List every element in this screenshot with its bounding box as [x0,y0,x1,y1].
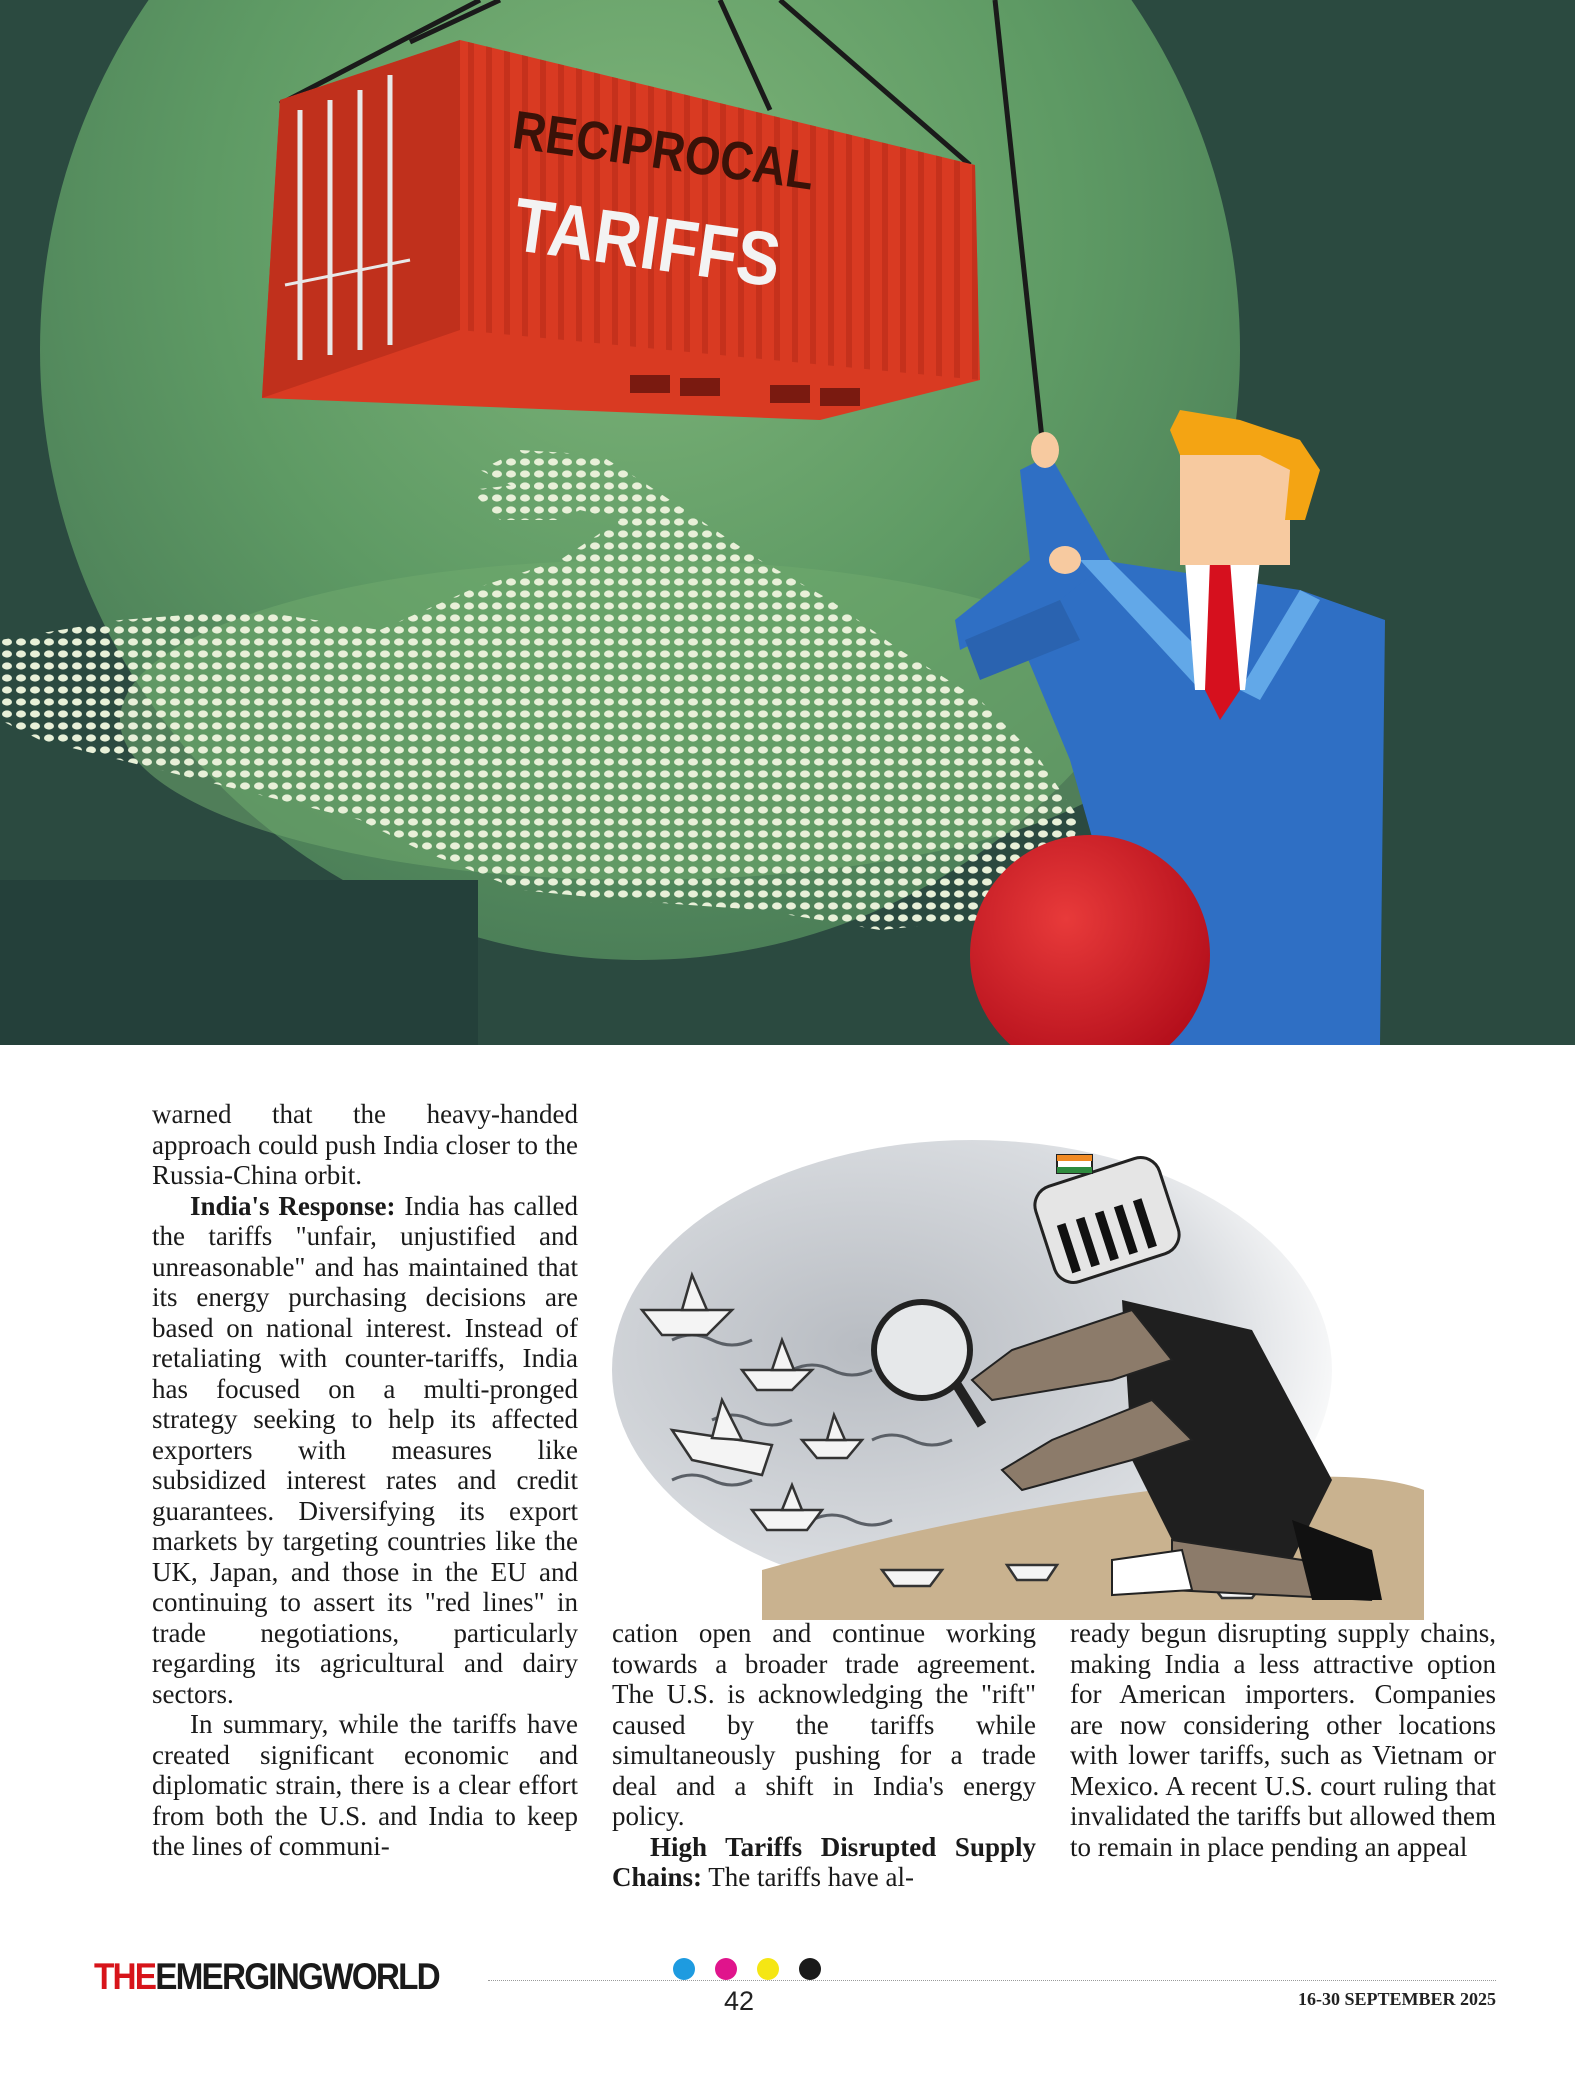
cyan-dot [673,1958,695,1980]
yellow-dot [757,1958,779,1980]
paper-boats-cartoon [612,1100,1424,1620]
subheading-india-response: India's Response: [190,1190,396,1221]
issue-date: 16-30 SEPTEMBER 2025 [1297,1989,1496,2009]
black-dot [799,1958,821,1980]
paragraph-text: The tariffs have al- [702,1862,914,1892]
article-column-3 [1070,1618,1496,1862]
page-number: 42 [724,1986,755,2016]
article-column-1 [152,1099,578,1862]
container-label-tariffs: TARIFFS [508,181,786,303]
paragraph-india-response [152,1191,578,1710]
paragraph-text: India has called the tariffs "unfair, unjustified and unreasonable" and has maintained that its energy purchasing decisions are based on national interest. Instead of retaliating with counter-tariffs, India has focused on a multi-pronged strategy seeking to help its affected exporters with measures like subsidized interest rates and credit guarantees. Diversifying its export markets by targeting countries like the UK, Japan, and those in the EU and continuing to assert its "red lines" in trade negotiations, particularly regarding its agricultural and dairy sectors. [152,1190,578,1709]
magenta-dot [715,1958,737,1980]
paragraph-supply-chains [612,1832,1036,1893]
article-column-2 [612,1618,1036,1893]
paragraph: ready begun disrupting supply chains, making India a less attractive option for American importers. Companies are now considering other locations with lower tariffs, such as Vietnam or Mexico. A recent U.S. court ruling that invalidated the tariffs but allowed them to remain in place pending an appeal [1070,1618,1496,1862]
container-label-reciprocal: RECIPROCAL [509,99,819,202]
footer-divider [488,1980,1496,1981]
logo-the: THE [94,1956,156,1997]
publication-logo [94,1956,439,1998]
print-registration-marks [673,1958,821,1980]
paragraph: warned that the heavy-handed approach could push India closer to the Russia-China orbit. [152,1099,578,1190]
paragraph: cation open and continue working towards a broader trade agreement. The U.S. is acknowledging the "rift" caused by the tariffs while simultaneously pushing for a trade deal and a shift in India's energy policy. [612,1618,1036,1831]
cartoon-illustration [612,1100,1424,1620]
subheading-supply-chains: High Tariffs Disrupted Supply Chains: [612,1831,1036,1892]
logo-emerging-world: EMERGINGWORLD [155,1956,439,1997]
paragraph-summary: In summary, while the tariffs have created significant economic and diplomatic strain, there is a clear effort from both the U.S. and India to keep the lines of communi- [152,1709,578,1861]
